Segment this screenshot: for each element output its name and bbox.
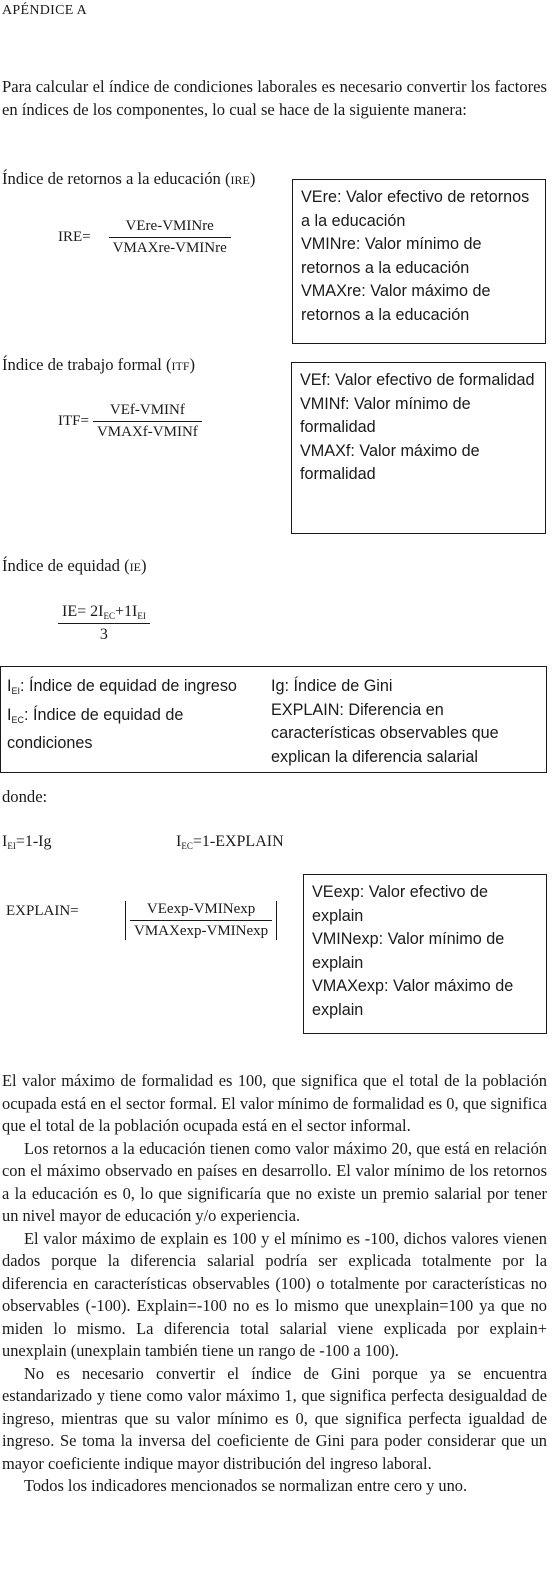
iec-formula: $I_{EC}=1$-EXPLAIN xyxy=(176,833,284,851)
paragraph-normalizacion: Todos los indicadores mencionados se normalizan entre cero y uno. xyxy=(24,1476,468,1495)
iei-formula: $I_{EI}=1-Ig$ xyxy=(2,833,52,851)
ie-formula: $\frac{IE= 2I_{EC}+1I_{EI}}{3}$ xyxy=(58,603,150,644)
paragraph-gini: No es necesario convertir el índice de Gini porque ya se encuentra estandarizado y tiene como valor máximo 1, que significa perfecta desigualdad de ingreso, mientras que su valor mínimo es 0, que significa perfecta igualdad de ingreso. Se toma la inversa del coeficiente de Gini para poder considerar que un mayor coeficiente indique mayor distribución del ingreso laboral. xyxy=(2,1363,547,1473)
explain-definitions-box: VEexp: Valor efectivo de explain VMINexp: Valor mínimo de explain VMAXexp: Valor máximo de explain xyxy=(303,874,547,1034)
itf-numerator: VEf-VMINf xyxy=(93,402,202,422)
page-header: APÉNDICE A xyxy=(2,3,88,18)
explain-lhs: EXPLAIN= xyxy=(6,903,79,919)
explain-formula xyxy=(125,901,277,940)
ie-heading: Índice de equidad (ie) xyxy=(2,556,147,575)
ire-definitions-box: VEre: Valor efectivo de retornos a la educación VMINre: Valor mínimo de retornos a la educación VMAXre: Valor máximo de retornos a la educación xyxy=(292,179,546,344)
body-text xyxy=(2,1070,547,1498)
itf-formula: ITF= $\frac{\text{VEf-VMINf}}{\text{VMAXf-VMINf}}$ xyxy=(58,402,202,441)
ie-legend-right: Ig: Índice de Gini EXPLAIN: Diferencia en características observables que explican la diferencia salarial xyxy=(271,677,499,766)
donde-label: donde: xyxy=(2,787,48,806)
ie-legend-box xyxy=(0,666,547,773)
itf-heading: Índice de trabajo formal (itf) xyxy=(2,355,196,374)
paragraph-retornos: Los retornos a la educación tienen como valor máximo 20, que está en relación con el máximo observado en países en desarrollo. El valor mínimo de los retornos a la educación es 0, lo que significaría que no existe un premio salarial por tener un nivel mayor de educación y/o experiencia. xyxy=(2,1138,547,1225)
ire-heading: Índice de retornos a la educación (ire) xyxy=(2,169,256,188)
ire-numerator: VEre-VMINre xyxy=(109,218,231,238)
itf-denominator: VMAXf-VMINf xyxy=(96,424,198,440)
ie-legend-left: $I_{EI}$: Índice de equidad de ingreso $I_{EC}$: Índice de equidad de condiciones xyxy=(7,677,237,752)
paragraph-explain: El valor máximo de explain es 100 y el mínimo es -100, dichos valores vienen dados porque la diferencia salarial podría ser explicada totalmente por la diferencia en características observables (100) o totalmente por características no observables (-100). Explain=-100 no es lo mismo que unexplain=100 ya que no miden lo mismo. La diferencia total salarial viene explicada por explain+ unexplain (unexplain también tiene un rango de -100 a 100). xyxy=(2,1228,547,1360)
explain-denominator: VMAXexp-VMINexp xyxy=(134,923,269,939)
ire-denominator: VMAXre-VMINre xyxy=(112,240,227,256)
ire-formula: IRE= $\frac{\text{VEre-VMINre}}{\text{VMAXre-VMINre}}$ xyxy=(58,218,231,257)
explain-numerator: VEexp-VMINexp xyxy=(130,901,272,921)
paragraph-formalidad: El valor máximo de formalidad es 100, que significa que el total de la población ocupada está en el sector formal. El valor mínimo de formalidad es 0, que significa que el total de la población ocupada está en el sector informal. xyxy=(2,1071,547,1135)
intro-paragraph: Para calcular el índice de condiciones laborales es necesario convertir los factores en índices de los componentes, lo cual se hace de la siguiente manera: xyxy=(2,77,547,119)
itf-definitions-box: VEf: Valor efectivo de formalidad VMINf: Valor mínimo de formalidad VMAXf: Valor máximo de formalidad xyxy=(291,362,546,534)
